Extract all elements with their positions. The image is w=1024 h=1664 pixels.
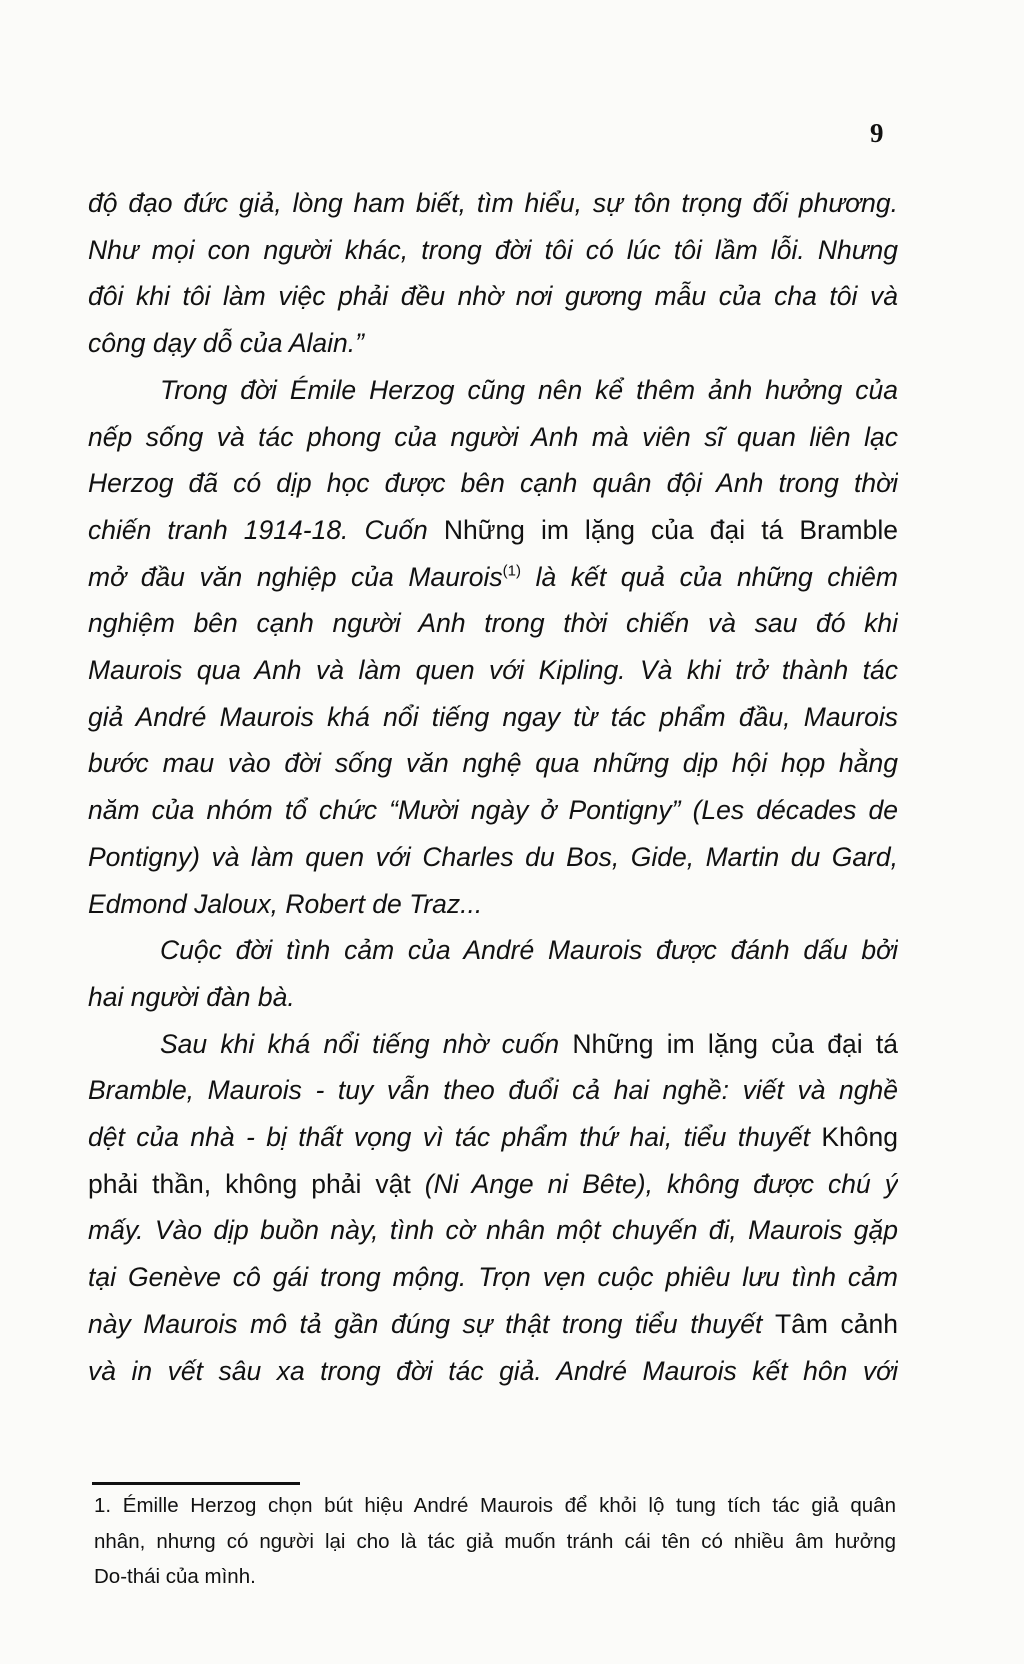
book-title: phải thần, không phải vật — [88, 1168, 411, 1199]
text-run: này Maurois mô tả gần đúng sự thật trong tiểu thuyết — [88, 1308, 775, 1339]
footnote-marker[interactable]: (1) — [502, 562, 521, 580]
text-line: giả André Maurois khá nổi tiếng ngay từ tác phẩm đầu, Maurois — [88, 701, 898, 732]
text-line: Edmond Jaloux, Robert de Traz... — [88, 888, 483, 919]
footnote-divider — [92, 1482, 300, 1485]
text-line — [88, 1161, 898, 1208]
text-run: Sau khi khá nổi tiếng nhờ cuốn — [160, 1028, 573, 1059]
page-number: 9 — [870, 118, 884, 148]
text-line: Như mọi con người khác, trong đời tôi có lúc tôi lầm lỗi. Nhưng — [88, 234, 898, 265]
text-line: Bramble, Maurois - tuy vẫn theo đuổi cả hai nghề: viết và nghề — [88, 1075, 898, 1106]
text-line: bước mau vào đời sống văn nghệ qua những dịp hội họp hằng — [88, 748, 898, 779]
footnote — [94, 1488, 896, 1595]
text-line: độ đạo đức giả, lòng ham biết, tìm hiểu, sự tôn trọng đối phương. — [88, 188, 898, 218]
text-run: chiến tranh 1914-18. Cuốn — [88, 514, 444, 545]
text-line: tại Genève cô gái trong mộng. Trọn vẹn cuộc phiêu lưu tình cảm — [88, 1262, 898, 1293]
text-line: hai người đàn bà. — [88, 981, 295, 1012]
book-title: Tâm cảnh — [774, 1308, 898, 1339]
book-title: Những im lặng của đại tá — [572, 1028, 898, 1059]
text-line — [88, 1301, 898, 1348]
text-line: Cuộc đời tình cảm của André Maurois được đánh dấu bởi — [160, 935, 898, 966]
text-line — [88, 1114, 898, 1161]
text-line: Pontigny) và làm quen với Charles du Bos, Gide, Martin du Gard, — [88, 841, 898, 872]
text-line: và in vết sâu xa trong đời tác giả. André Maurois kết hôn với — [88, 1355, 898, 1386]
book-title: Những im lặng của đại tá Bramble — [443, 514, 898, 545]
text-line: Trong đời Émile Herzog cũng nên kể thêm ảnh hưởng của — [160, 374, 898, 405]
text-line: Herzog đã có dịp học được bên cạnh quân đội Anh trong thời — [88, 468, 898, 499]
text-line: mấy. Vào dịp buồn này, tình cờ nhân một chuyến đi, Maurois gặp — [88, 1215, 898, 1246]
text-run: là kết quả của những chiêm — [520, 561, 898, 592]
text-line: nếp sống và tác phong của người Anh mà viên sĩ quan liên lạc — [88, 421, 898, 452]
footnote-line: Do-thái của mình. — [94, 1565, 256, 1588]
text-run: dệt của nhà - bị thất vọng vì tác phẩm thứ hai, tiểu thuyết — [88, 1122, 822, 1153]
text-line — [88, 1021, 898, 1068]
book-title: Không — [821, 1122, 898, 1153]
body-text — [88, 180, 898, 1394]
text-line: nghiệm bên cạnh người Anh trong thời chiến và sau đó khi — [88, 608, 898, 639]
text-line: đôi khi tôi làm việc phải đều nhờ nơi gương mẫu của cha tôi và — [88, 281, 898, 312]
text-line — [88, 554, 898, 601]
text-run: (Ni Ange ni Bête), không được chú ý — [410, 1168, 898, 1199]
text-line — [88, 507, 898, 554]
text-run: mở đầu văn nghiệp của Maurois — [88, 561, 503, 592]
text-line: công dạy dỗ của Alain.” — [88, 328, 364, 359]
text-line: Maurois qua Anh và làm quen với Kipling. Và khi trở thành tác — [88, 655, 898, 686]
text-line: năm của nhóm tổ chức “Mười ngày ở Pontigny” (Les décades de — [88, 795, 898, 826]
footnote-line: nhân, nhưng có người lại cho là tác giả muốn tránh cái tên có nhiều âm hưởng — [94, 1529, 896, 1553]
footnote-line: 1. Émille Herzog chọn bút hiệu André Maurois để khỏi lộ tung tích tác giả quân — [94, 1494, 896, 1517]
